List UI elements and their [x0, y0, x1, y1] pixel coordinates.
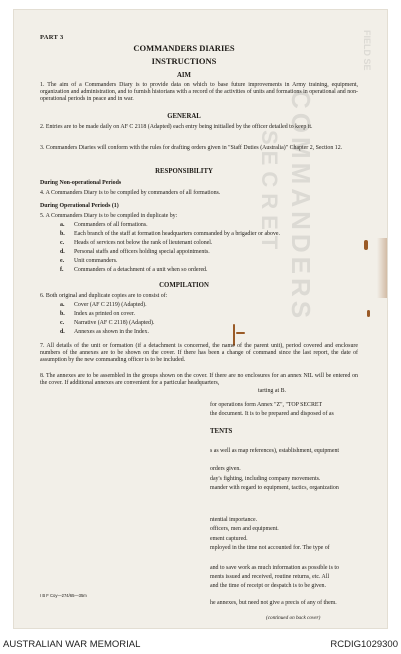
section-heading-responsibility: RESPONSIBILITY — [155, 168, 213, 175]
text-fragment: for operations form Annex "Z", "TOP SECRET — [210, 402, 323, 408]
list-item: c. Narrative (AF C 2118) (Adapted). — [60, 320, 155, 326]
text-fragment: mander with regard to equipment, tactics, organization — [210, 485, 339, 491]
section-heading-general: GENERAL — [167, 113, 201, 120]
rust-stain — [377, 238, 387, 298]
text-fragment: and the time of receipt or despatch is to be given. — [210, 583, 326, 589]
printer-imprint: I B F Coy—274/65—35m — [40, 593, 87, 598]
record-id: RCDIG1029300 — [330, 639, 398, 650]
text-fragment: the document. It is to be prepared and disposed of as — [210, 411, 334, 417]
section-heading-compilation: COMPILATION — [159, 282, 209, 289]
paragraph-8: 8. The annexes are to be assembled in the groups shown on the cover. If there are no enclosures for an annex NIL will be entered on the cover. If additional annexes are convenient for a particular headquarters, — [40, 373, 358, 387]
list-item: b. Each branch of the staff at formation headquarters commanded by a brigadier or above. — [60, 231, 280, 237]
document-page — [14, 10, 387, 628]
paragraph-3: 3. Commanders Diaries will conform with the rules for drafting orders given in "Staff Duties (Australia)" Chapter 2, Section 12. — [40, 145, 343, 151]
list-item: d. Annexes as shown in the Index. — [60, 329, 149, 335]
paragraph-2: 2. Entries are to be made daily on AF C 2118 (Adapted) each entry being initialled by the officer detailed to keep it. — [40, 124, 313, 130]
text-fragment: ement captured. — [210, 536, 248, 542]
continued-note: (continued on back cover) — [266, 615, 321, 621]
paragraph-5: 5. A Commanders Diary is to be compiled in duplicate by: — [40, 213, 178, 219]
rust-stain — [364, 240, 368, 250]
text-fragment: s as well as map references), establishment, equipment — [210, 448, 340, 454]
text-fragment: he annexes, but need not give a precis of any of them. — [210, 600, 337, 606]
paragraph-1: 1. The aim of a Commanders Diary is to provide data on which to base future improvements in Army training, equipment, organization and administration, and to furnish historians with a record of the activities of units and formations in operational and non-operational periods in peace and in war. — [40, 82, 358, 103]
list-item: d. Personal staffs and officers holding special appointments. — [60, 249, 210, 255]
paragraph-7: 7. All details of the unit or formation (if a detachment is concerned, the name of the parent unit), period covered and enclosure numbers of the annexes are to be shown on the cover. If there has been a change of command since the last report, the date of assumption by the new commanding officer is to be included. — [40, 343, 358, 364]
bleed-through-text: FIELD SE — [362, 30, 372, 71]
archive-name: AUSTRALIAN WAR MEMORIAL — [3, 639, 141, 650]
bleed-through-text: SECRET — [257, 130, 282, 256]
text-fragment: officers, men and equipment. — [210, 526, 279, 532]
list-item: a. Commanders of all formations. — [60, 222, 148, 228]
part-number: PART 3 — [40, 34, 64, 41]
list-item: f. Commanders of a detachment of a unit when so ordered. — [60, 267, 208, 273]
bleed-through-text: COMMANDERS — [286, 90, 316, 323]
list-item: c. Heads of services not below the rank of lieutenant colonel. — [60, 240, 213, 246]
archive-caption-bar — [0, 631, 401, 654]
text-fragment: orders given. — [210, 466, 241, 472]
section-heading-contents: TENTS — [210, 428, 233, 435]
list-item: a. Cover (AF C 2119) (Adapted). — [60, 302, 147, 308]
subheading-operational: During Operational Periods (1) — [40, 203, 119, 209]
list-item: b. Index as printed on cover. — [60, 311, 136, 317]
section-heading-aim: AIM — [177, 72, 191, 79]
list-item: e. Unit commanders. — [60, 258, 118, 264]
text-fragment: tarting at B. — [258, 388, 286, 394]
paragraph-4: 4. A Commanders Diary is to be compiled by commanders of all formations. — [40, 190, 221, 196]
document-title: COMMANDERS DIARIES — [133, 43, 235, 53]
text-fragment: and to save work as much information as possible is to — [210, 565, 339, 571]
text-fragment: ntential importance. — [210, 517, 258, 523]
rust-stain — [236, 332, 245, 334]
text-fragment: ments issued and received, routine returns, etc. All — [210, 574, 330, 580]
text-fragment: day's fighting, including company movements. — [210, 476, 321, 482]
document-subtitle: INSTRUCTIONS — [151, 56, 217, 66]
rust-stain — [367, 310, 370, 317]
subheading-non-operational: During Non-operational Periods — [40, 180, 122, 186]
text-fragment: mployed in the time not accounted for. The type of — [210, 545, 330, 551]
paragraph-6: 6. Both original and duplicate copies are to consist of: — [40, 293, 168, 299]
